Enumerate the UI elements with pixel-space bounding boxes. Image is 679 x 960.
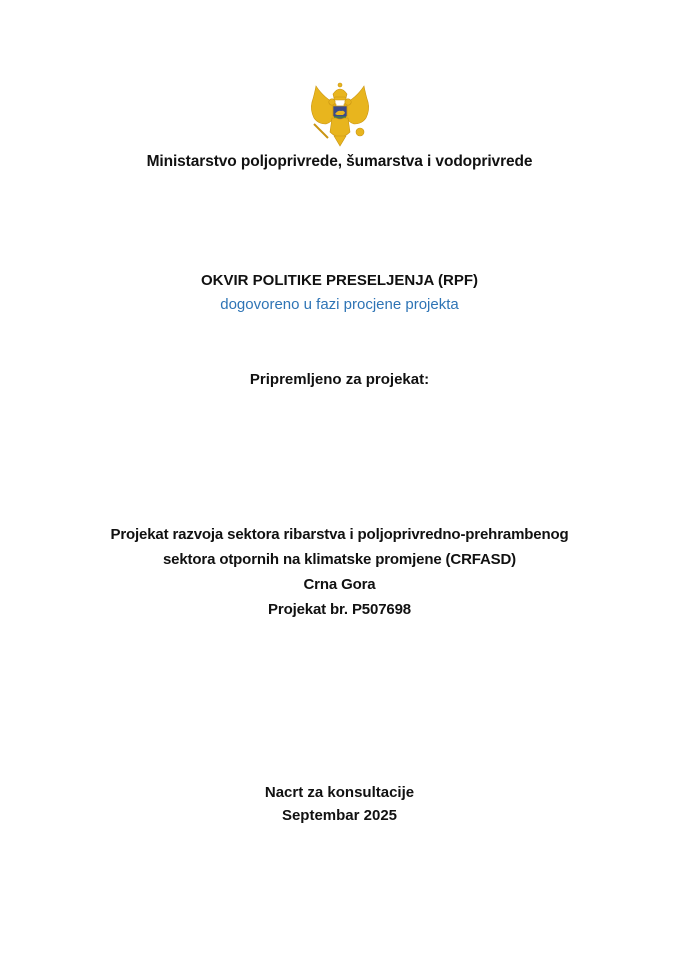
document-date: Septembar 2025 — [281, 807, 398, 824]
draft-label: Nacrt za konsultacije — [264, 784, 415, 801]
project-number: Projekat br. P507698 — [268, 601, 411, 618]
project-country: Crna Gora — [303, 576, 376, 593]
document-title: OKVIR POLITIKE PRESELJENJA (RPF) — [201, 272, 478, 289]
document-subtitle: dogovoreno u fazi procjene projekta — [220, 296, 459, 313]
ministry-name: Ministarstvo poljoprivrede, šumarstva i vodoprivrede — [146, 153, 533, 170]
montenegro-coat-of-arms-icon — [306, 80, 374, 150]
prepared-for-label: Pripremljeno za projekat: — [249, 371, 430, 388]
project-name-line-2: sektora otpornih na klimatske promjene (CRFASD) — [162, 551, 517, 568]
project-name-line-1: Projekat razvoja sektora ribarstva i poljoprivredno-prehrambenog — [110, 526, 569, 543]
